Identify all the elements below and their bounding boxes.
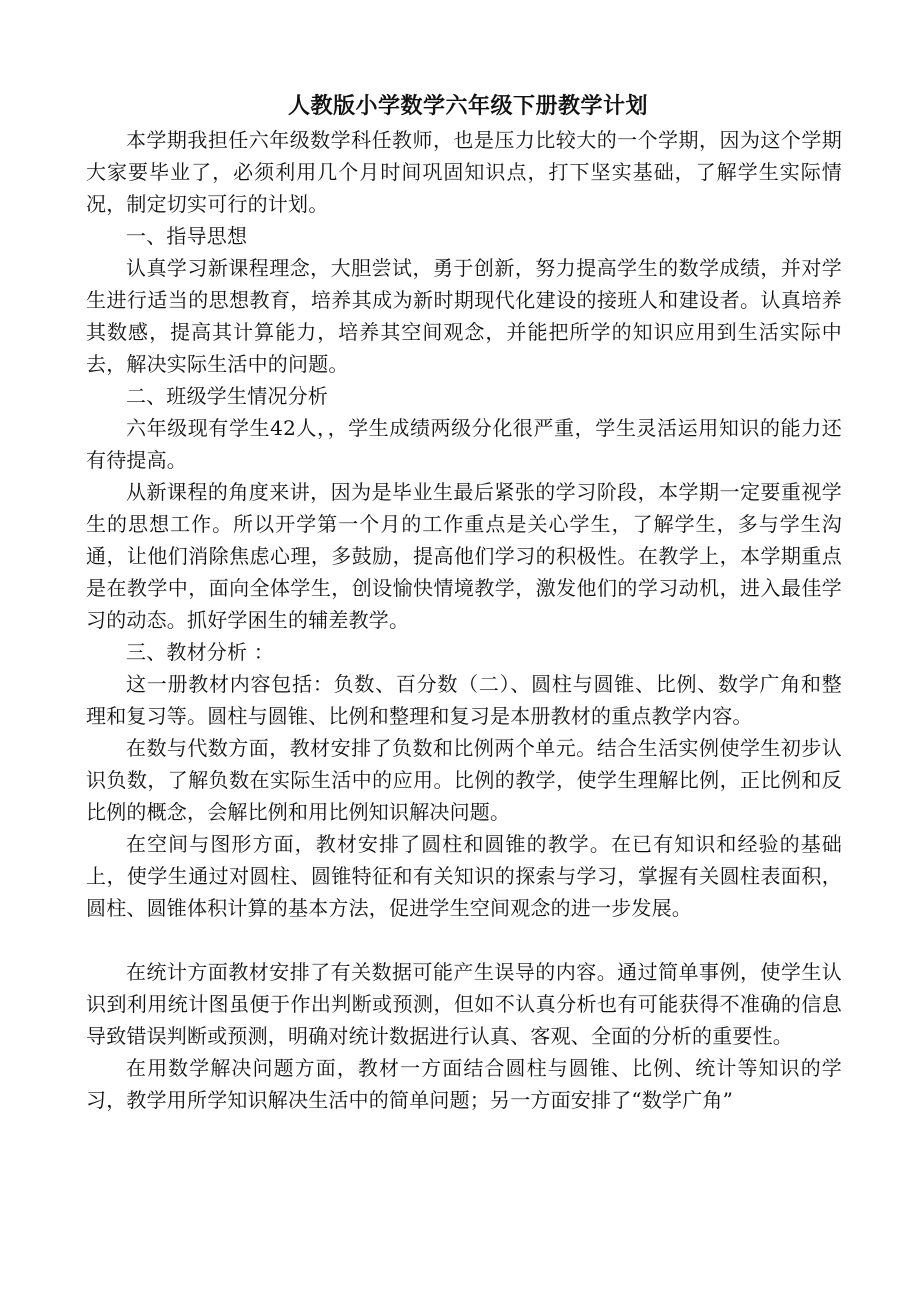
guiding-ideology-paragraph: 认真学习新课程理念，大胆尝试，勇于创新，努力提高学生的数学成绩，并对学生进行适当的思想教育，培养其成为新时期现代化建设的接班人和建设者。认真培养其数感，提高其计算能力，培养其空间观念，并能把所学的知识应用到生活实际中去，解决实际生活中的问题。 [86,256,842,376]
blank-line [86,924,842,956]
class-analysis-paragraph-1: 六年级现有学生42人，，学生成绩两级分化很严重，学生灵活运用知识的能力还有待提高。 [86,416,842,472]
textbook-analysis-paragraph-4: 在统计方面教材安排了有关数据可能产生误导的内容。通过简单事例，使学生认识到利用统计图虽便于作出判断或预测，但如不认真分析也有可能获得不准确的信息导致错误判断或预测，明确对统计数据进行认真、客观、全面的分析的重要性。 [86,960,842,1048]
section-heading-guiding-ideology: 一、指导思想 [126,224,248,248]
class-analysis-paragraph-2: 从新课程的角度来讲，因为是毕业生最后紧张的学习阶段，本学期一定要重视学生的思想工作。所以开学第一个月的工作重点是关心学生，了解学生，多与学生沟通，让他们消除焦虑心理，多鼓励，提高他们学习的积极性。在教学上，本学期重点是在教学中，面向全体学生，创设愉快情境教学，激发他们的学习动机，进入最佳学习的动态。抓好学困生的辅差教学。 [86,480,842,632]
intro-paragraph: 本学期我担任六年级数学科任教师，也是压力比较大的一个学期，因为这个学期大家要毕业了，必须利用几个月时间巩固知识点，打下坚实基础，了解学生实际情况，制定切实可行的计划。 [86,128,842,216]
textbook-analysis-paragraph-1: 这一册教材内容包括：负数、百分数（二）、圆柱与圆锥、比例、数学广角和整理和复习等。圆柱与圆锥、比例和整理和复习是本册教材的重点教学内容。 [86,672,842,728]
textbook-analysis-paragraph-2: 在数与代数方面，教材安排了负数和比例两个单元。结合生活实例使学生初步认识负数，了解负数在实际生活中的应用。比例的教学，使学生理解比例，正比例和反比例的概念，会解比例和用比例知识解决问题。 [86,736,842,824]
document-title: 人教版小学数学六年级下册教学计划 [287,93,648,119]
textbook-analysis-paragraph-5: 在用数学解决问题方面，教材一方面结合圆柱与圆锥、比例、统计等知识的学习，教学用所学知识解决生活中的简单问题；另一方面安排了“数学广角” [86,1056,842,1112]
section-heading-textbook-analysis: 三、教材分析 ： [126,640,274,664]
textbook-analysis-paragraph-3: 在空间与图形方面，教材安排了圆柱和圆锥的教学。在已有知识和经验的基础上，使学生通过对圆柱、圆锥特征和有关知识的探索与学习，掌握有关圆柱表面积，圆柱、圆锥体积计算的基本方法，促进学生空间观念的进一步发展。 [86,832,842,920]
section-heading-class-analysis: 二、班级学生情况分析 [126,384,328,408]
document-page [86,88,842,1116]
